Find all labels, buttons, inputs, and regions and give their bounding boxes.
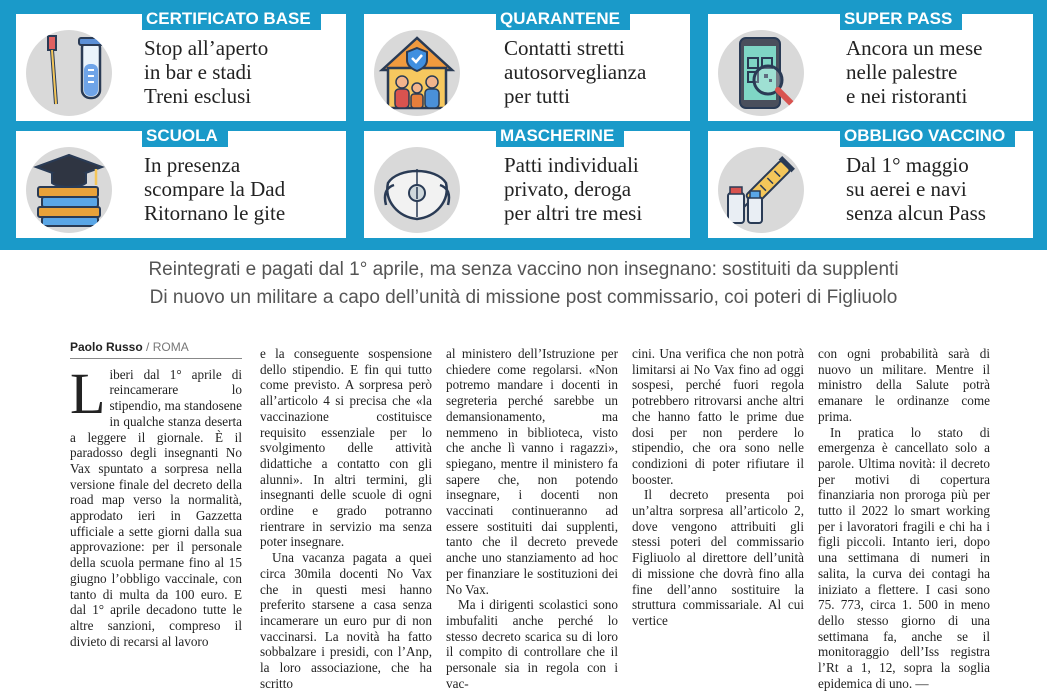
card-certificato-base xyxy=(16,9,346,121)
card-line: Ritornano le gite xyxy=(144,201,286,225)
paragraph: iberi dal 1° aprile di reincamerare lo stipendio, ma standosene in qualche stanza deserta a leggere il giornale. È il paradosso degli insegnanti No Vax spuntato a sorpresa nella versione finale del decreto della road map verso la normalità, approdato ieri in Gazzetta ufficiale a sette giorni dalla sua approvazione: per il personale della scuola permane fino al 15 giugno l’obbligo vaccinale, con tanto di multa da 100 euro. E dal 1° aprile decadono tutte le altre sanzioni, compreso il divieto di recarsi al lavoro xyxy=(70,366,242,649)
article-column xyxy=(260,346,432,691)
smartphone-qr-icon xyxy=(718,30,804,116)
paragraph: Ma i dirigenti scolastici sono imbufaliti anche perché lo stesso decreto scarica su di loro il compito di controllare che il personale sia in regola con i vac- xyxy=(446,597,618,691)
article-column xyxy=(446,346,618,691)
card-line: senza alcun Pass xyxy=(846,201,986,225)
card-line: Patti individuali xyxy=(504,153,639,177)
byline-place: / ROMA xyxy=(146,340,189,354)
paragraph: Il decreto presenta poi un’altra sorpresa all’articolo 2, dove vengono attribuiti gli stessi poteri del commissario Figliuolo al direttore dell’unità di missione che dovrà fino alla fine dell’anno sostituire la struttura commissariale. Al cui vertice xyxy=(632,487,804,628)
face-mask-icon xyxy=(374,147,460,233)
card-label: QUARANTENE xyxy=(496,8,630,30)
card-label: SUPER PASS xyxy=(840,8,962,30)
byline xyxy=(70,340,242,359)
paragraph: In pratica lo stato di emergenza è cancellato solo a parole. Ultima novità: il decreto per motivi di copertura finanziaria non proroga più per tutto il 2022 lo smart working per i lavoratori fragili e chi ha i figli piccoli. Intanto ieri, dopo una settimana di numeri in salita, la curva dei contagi ha iniziato a flettere. I casi sono 75. 773, circa 1. 500 in meno dello stesso giorno di una settimana fa, anche se il monitoraggio dell’Iss registra l’Rt a 1, 12, sopra la soglia epidemica di uno. — xyxy=(818,424,990,691)
card-obbligo-vaccino xyxy=(708,126,1033,238)
card-line: Stop all’aperto xyxy=(144,36,269,60)
article-column xyxy=(632,346,804,629)
card-scuola xyxy=(16,126,346,238)
card-mascherine xyxy=(364,126,690,238)
byline-author: Paolo Russo xyxy=(70,340,143,354)
card-line: Ancora un mese xyxy=(846,36,983,60)
info-panel xyxy=(0,0,1047,250)
card-line: e nei ristoranti xyxy=(846,84,968,108)
family-house-icon xyxy=(374,30,460,116)
card-line: scompare la Dad xyxy=(144,177,286,201)
card-line: autosorveglianza xyxy=(504,60,647,84)
card-line: Treni esclusi xyxy=(144,84,252,108)
subheadlines xyxy=(0,256,1047,312)
card-line: In presenza xyxy=(144,153,241,177)
card-label: CERTIFICATO BASE xyxy=(142,8,321,30)
subhead-line: Reintegrati e pagati dal 1° aprile, ma senza vaccino non insegnano: sostituiti da supplenti xyxy=(148,259,899,280)
card-label: SCUOLA xyxy=(142,125,228,147)
card-label: MASCHERINE xyxy=(496,125,624,147)
card-line: nelle palestre xyxy=(846,60,958,84)
card-line: per altri tre mesi xyxy=(504,201,643,225)
paragraph: Una vacanza pagata a quei circa 30mila docenti No Vax che in questi mesi hanno preferito starsene a casa senza incamerare un euro pur di non vaccinarsi. La novità ha fatto sobbalzare i presidi, con l’Anp, la loro associazione, che ha scritto xyxy=(260,550,432,691)
card-line: per tutti xyxy=(504,84,570,108)
subhead-line: Di nuovo un militare a capo dell’unità di missione post commissario, coi poteri di Figliuolo xyxy=(149,287,898,308)
card-line: Dal 1° maggio xyxy=(846,153,969,177)
card-line: su aerei e navi xyxy=(846,177,967,201)
card-label: OBBLIGO VACCINO xyxy=(840,125,1015,147)
article-body xyxy=(0,340,1047,691)
article-column xyxy=(70,340,242,649)
card-quarantene xyxy=(364,9,690,121)
card-line: privato, deroga xyxy=(504,177,632,201)
graduation-books-icon xyxy=(26,147,112,233)
paragraph: con ogni probabilità sarà di nuovo un militare. Mentre il ministro della Salute potrà emanare le ordinanze come prima. xyxy=(818,346,990,424)
card-line: in bar e stadi xyxy=(144,60,252,84)
card-line: Contatti stretti xyxy=(504,36,625,60)
paragraph: al ministero dell’Istruzione per chiedere come regolarsi. «Non potremo mandare i docenti in segreteria perché sarebbe un demansionamento, ma nemmeno in biblioteca, visto che anche lì vanno i ragazzi», spiegano, mentre il ministero fa sapere che, non potendo insegnare, i docenti non vaccinati continueranno ad essere sostituiti dai supplenti, tanto che il decreto prevede anche uno stanziamento ad hoc per finanziare le sostituzioni dei No Vax. xyxy=(446,346,618,597)
paragraph: e la conseguente sospensione dello stipendio. E fin qui tutto come previsto. A sorpresa però all’articolo 4 si precisa che «la vaccinazione costituisce requisito essenziale per lo svolgimento delle attività didattiche a contatto con gli alunni». In altri termini, gli insegnanti delle scuole di ogni ordine e grado potranno rientrare in servizio ma senza poter insegnare. xyxy=(260,346,432,550)
vaccine-syringe-icon xyxy=(718,147,804,233)
test-tube-icon xyxy=(26,30,112,116)
paragraph: cini. Una verifica che non potrà limitarsi ai No Vax fino ad oggi sospesi, perché fuori regola potrebbero ritrovarsi anche altri che hanno fatto le prime due dosi per non perdere lo stipendio, che ora sono nelle condizioni di poter rifiutare il booster. xyxy=(632,346,804,487)
article-column xyxy=(818,346,990,691)
drop-cap: L xyxy=(70,360,106,426)
card-super-pass xyxy=(708,9,1033,121)
